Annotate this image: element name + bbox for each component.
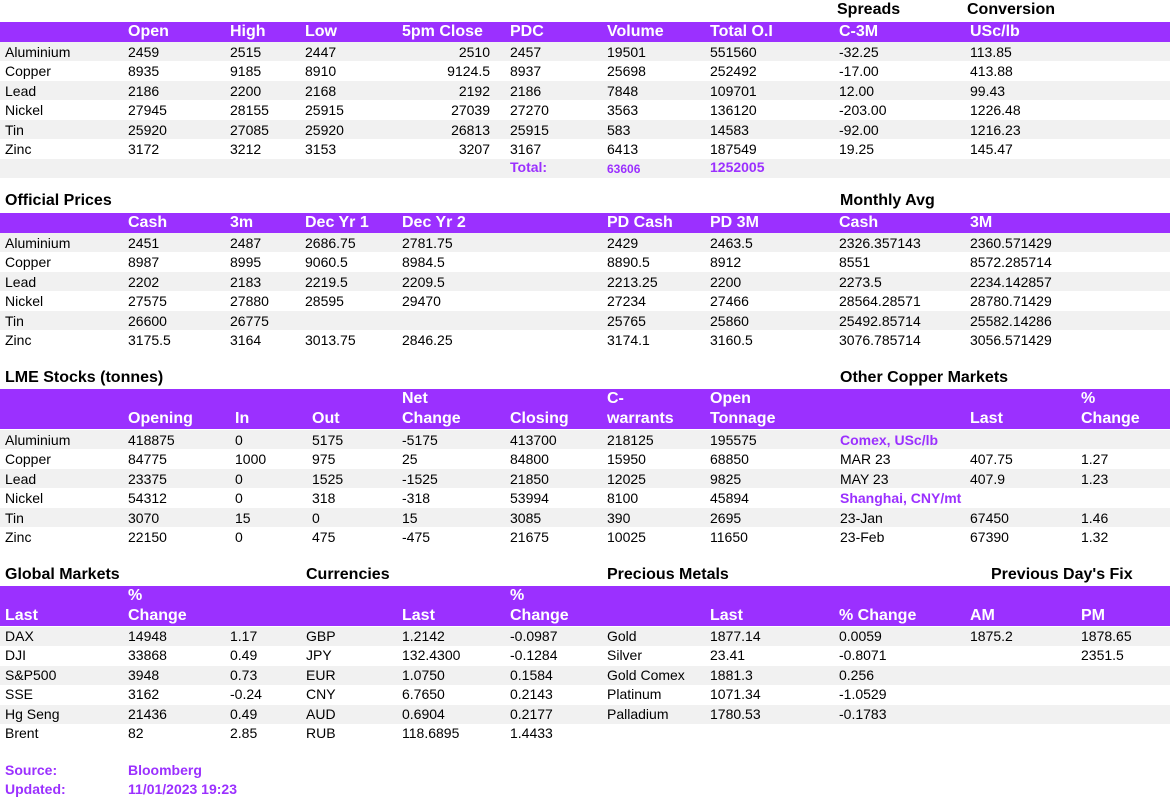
- summary-cell: 7848: [607, 82, 639, 99]
- summary-cell: 2447: [305, 44, 337, 60]
- updated-value: 11/01/2023 19:23: [128, 781, 237, 797]
- official-cell: 8912: [710, 254, 742, 271]
- row-stripe: [0, 705, 1170, 724]
- official-cell: 8995: [230, 254, 262, 271]
- source-value: Bloomberg: [128, 762, 202, 778]
- official-cell: 2273.5: [839, 273, 882, 290]
- stocks-col-header: Closing: [510, 410, 569, 427]
- summary-cell: 413.88: [970, 63, 1013, 80]
- summary-cell: 19501: [607, 44, 646, 60]
- stocks-cell: 975: [312, 451, 336, 468]
- stocks-cell: 218125: [607, 432, 654, 448]
- total-oi: 1252005: [710, 159, 765, 175]
- currency-last: 1.2142: [402, 628, 445, 644]
- index-name: Hg Seng: [5, 705, 60, 722]
- official-cell: 2213.25: [607, 273, 658, 290]
- stocks-cell: 0: [235, 470, 243, 487]
- metal-name: Aluminium: [5, 432, 71, 448]
- summary-cell: 2457: [510, 44, 542, 60]
- stocks-col-header: Last: [970, 410, 1003, 427]
- official-cell: 2202: [128, 273, 160, 290]
- official-cell: 2200: [710, 273, 742, 290]
- metal-change: -0.8071: [839, 647, 887, 664]
- conversion-group-header: Conversion: [967, 1, 1056, 18]
- summary-col-header: PDC: [510, 23, 544, 40]
- summary-cell: -17.00: [839, 63, 879, 80]
- stocks-cell: 0: [235, 432, 243, 448]
- stocks-col-header: Out: [312, 410, 340, 427]
- precious-metals-title: Precious Metals: [607, 566, 729, 583]
- stocks-cell: 413700: [510, 432, 557, 448]
- stocks-cell: 53994: [510, 490, 549, 507]
- metal-last: 1071.34: [710, 686, 761, 703]
- contract-last: 407.75: [970, 451, 1013, 468]
- official-cell: 2326.357143: [839, 235, 921, 251]
- index-change: 2.85: [230, 725, 258, 741]
- stocks-cell: 15: [402, 509, 418, 526]
- stocks-cell: 25: [402, 451, 418, 468]
- currency-change: 0.2177: [510, 705, 553, 722]
- currency-change: -0.1284: [510, 647, 558, 664]
- official-cell: 2219.5: [305, 273, 348, 290]
- stocks-cell: 475: [312, 529, 336, 545]
- official-col-header: Dec Yr 1: [305, 214, 369, 231]
- summary-cell: 136120: [710, 102, 757, 119]
- summary-cell: 2192: [458, 82, 490, 99]
- global-col-header: PM: [1081, 607, 1105, 624]
- stocks-cell: -475: [402, 529, 431, 545]
- stocks-cell: 2695: [710, 509, 742, 526]
- currency-code: AUD: [306, 705, 336, 722]
- global-col-header: Last: [710, 607, 743, 624]
- index-last: 3948: [128, 666, 160, 683]
- official-col-header: Cash: [128, 214, 168, 231]
- stocks-cell: 84775: [128, 451, 167, 468]
- summary-cell: 113.85: [970, 44, 1012, 60]
- official-col-header: Dec Yr 2: [402, 214, 466, 231]
- summary-col-header: Low: [305, 23, 337, 40]
- summary-cell: 25920: [305, 121, 344, 138]
- summary-cell: 9124.5: [447, 63, 490, 80]
- lme-stocks-title: LME Stocks (tonnes): [5, 369, 164, 386]
- official-cell: 3160.5: [710, 332, 753, 348]
- official-cell: 2451: [128, 235, 160, 251]
- currency-last: 132.4300: [402, 647, 461, 664]
- summary-cell: 3167: [510, 141, 542, 157]
- index-change: 0.49: [230, 647, 258, 664]
- index-last: 14948: [128, 628, 167, 644]
- contract-last: 67450: [970, 509, 1009, 526]
- updated-label: Updated:: [5, 781, 66, 797]
- official-cell: 26775: [230, 312, 269, 329]
- stocks-cell: 3085: [510, 509, 542, 526]
- stocks-cell: 1525: [312, 470, 344, 487]
- official-cell: 8984.5: [402, 254, 445, 271]
- stocks-cell: 11650: [710, 529, 748, 545]
- metal-name: Palladium: [607, 705, 669, 722]
- contract-label: 23-Jan: [840, 509, 883, 526]
- global-col-header: %: [128, 587, 143, 604]
- stocks-cell: 15: [235, 509, 251, 526]
- stocks-cell: 0: [312, 509, 320, 526]
- official-cell: 2686.75: [305, 235, 356, 251]
- contract-label: MAR 23: [840, 451, 891, 468]
- row-stripe: [0, 430, 1170, 449]
- fix-pm: 1878.65: [1081, 628, 1132, 644]
- contract-change: 1.32: [1081, 529, 1109, 545]
- metal-name: Nickel: [5, 490, 44, 507]
- summary-cell: 2459: [128, 44, 160, 60]
- stocks-cell: 84800: [510, 451, 549, 468]
- official-cell: 28780.71429: [970, 293, 1052, 310]
- stocks-cell: -318: [402, 490, 431, 507]
- metal-last: 1780.53: [710, 705, 761, 722]
- official-cell: 2429: [607, 235, 639, 251]
- metal-change: -1.0529: [839, 686, 887, 703]
- summary-cell: 8910: [305, 63, 337, 80]
- stocks-col-header: Tonnage: [710, 410, 776, 427]
- metal-change: -0.1783: [839, 705, 887, 722]
- currency-change: 0.2143: [510, 686, 553, 703]
- metal-name: Zinc: [5, 529, 32, 545]
- official-col-header: 3m: [230, 214, 254, 231]
- contract-change: 1.46: [1081, 509, 1109, 526]
- summary-cell: 99.43: [970, 82, 1006, 99]
- currency-code: EUR: [306, 666, 336, 683]
- index-last: 3162: [128, 686, 160, 703]
- stocks-col-header: C-: [607, 390, 624, 407]
- stocks-cell: 10025: [607, 529, 646, 545]
- official-cell: 2209.5: [402, 273, 445, 290]
- summary-cell: 3172: [128, 141, 160, 157]
- official-cell: 8890.5: [607, 254, 650, 271]
- summary-cell: 27945: [128, 102, 167, 119]
- stocks-cell: -5175: [402, 432, 438, 448]
- summary-cell: -32.25: [839, 44, 879, 60]
- stocks-cell: 195575: [710, 432, 757, 448]
- official-cell: 8572.285714: [970, 254, 1052, 271]
- contract-last: 407.9: [970, 470, 1006, 487]
- stocks-cell: 68850: [710, 451, 749, 468]
- summary-cell: -92.00: [839, 121, 879, 138]
- official-cell: 27575: [128, 293, 167, 310]
- metal-name: Copper: [5, 254, 51, 271]
- stocks-col-header: Change: [402, 410, 461, 427]
- stocks-col-header: Open: [710, 390, 751, 407]
- other-copper-title: Other Copper Markets: [840, 369, 1009, 386]
- official-col-header: Cash: [839, 214, 879, 231]
- metal-name: Lead: [5, 273, 37, 290]
- official-col-header: PD 3M: [710, 214, 759, 231]
- official-cell: 3175.5: [128, 332, 171, 348]
- contract-label: MAY 23: [840, 470, 889, 487]
- total-volume: 63606: [607, 162, 641, 176]
- summary-cell: 14583: [710, 121, 749, 138]
- summary-cell: 25915: [510, 121, 549, 138]
- global-markets-title: Global Markets: [5, 566, 120, 583]
- stocks-cell: 3070: [128, 509, 160, 526]
- summary-cell: 12.00: [839, 82, 875, 99]
- stocks-col-header: Opening: [128, 410, 193, 427]
- index-last: 33868: [128, 647, 167, 664]
- summary-cell: 2515: [230, 44, 262, 60]
- row-stripe: [0, 666, 1170, 685]
- metal-name: Lead: [5, 82, 37, 99]
- stocks-col-header: Change: [1081, 410, 1140, 427]
- summary-col-header: USc/lb: [970, 23, 1020, 40]
- summary-cell: 1226.48: [970, 102, 1021, 119]
- stocks-cell: -1525: [402, 470, 438, 487]
- metal-change: 0.256: [839, 666, 875, 683]
- official-col-header: 3M: [970, 214, 993, 231]
- metal-name: Tin: [5, 312, 24, 329]
- stocks-cell: 9825: [710, 470, 742, 487]
- summary-cell: 3212: [230, 141, 262, 157]
- stocks-cell: 45894: [710, 490, 749, 507]
- stocks-cell: 0: [235, 490, 243, 507]
- summary-cell: 8937: [510, 63, 542, 80]
- summary-cell: 19.25: [839, 141, 875, 157]
- metal-name: Zinc: [5, 141, 32, 157]
- market-heading: Comex, USc/lb: [840, 432, 939, 448]
- official-cell: 3164: [230, 332, 262, 348]
- currency-last: 118.6895: [402, 725, 460, 741]
- stocks-cell: 418875: [128, 432, 175, 448]
- currency-change: -0.0987: [510, 628, 558, 644]
- summary-col-header: C-3M: [839, 23, 879, 40]
- stocks-cell: 22150: [128, 529, 167, 545]
- stocks-cell: 390: [607, 509, 631, 526]
- official-cell: 3174.1: [607, 332, 650, 348]
- metal-name: Zinc: [5, 332, 32, 348]
- official-cell: 2463.5: [710, 235, 753, 251]
- summary-cell: 145.47: [970, 141, 1013, 157]
- summary-cell: 6413: [607, 141, 639, 157]
- source-label: Source:: [5, 762, 58, 778]
- index-last: 21436: [128, 705, 167, 722]
- summary-cell: 551560: [710, 44, 757, 60]
- official-cell: 25860: [710, 312, 749, 329]
- global-col-header: % Change: [839, 607, 917, 624]
- metal-last: 1881.3: [710, 666, 753, 683]
- stocks-cell: 5175: [312, 432, 344, 448]
- official-header-bar: [0, 213, 1170, 233]
- index-change: -0.24: [230, 686, 262, 703]
- summary-cell: 27085: [230, 121, 269, 138]
- official-cell: 2781.75: [402, 235, 453, 251]
- metal-name: Gold Comex: [607, 666, 685, 683]
- metal-name: Nickel: [5, 102, 44, 119]
- summary-cell: 2186: [128, 82, 160, 99]
- fix-pm: 2351.5: [1081, 647, 1124, 664]
- official-cell: 28595: [305, 293, 344, 310]
- fix-am: 1875.2: [970, 628, 1013, 644]
- index-last: 82: [128, 725, 144, 741]
- summary-cell: 25698: [607, 63, 646, 80]
- currency-code: GBP: [306, 628, 336, 644]
- currency-change: 0.1584: [510, 666, 553, 683]
- currency-last: 1.0750: [402, 666, 445, 683]
- stocks-col-header: Net: [402, 390, 428, 407]
- official-cell: 2487: [230, 235, 262, 251]
- summary-cell: 2168: [305, 82, 337, 99]
- row-stripe: [0, 159, 1170, 178]
- official-cell: 29470: [402, 293, 441, 310]
- index-name: DAX: [5, 628, 34, 644]
- stocks-cell: 23375: [128, 470, 167, 487]
- summary-cell: 25915: [305, 102, 344, 119]
- official-prices-title: Official Prices: [5, 192, 112, 209]
- official-cell: 26600: [128, 312, 167, 329]
- official-cell: 27466: [710, 293, 749, 310]
- official-cell: 8987: [128, 254, 160, 271]
- official-cell: 2234.142857: [970, 273, 1052, 290]
- summary-cell: 27270: [510, 102, 549, 119]
- summary-cell: 3563: [607, 102, 639, 119]
- global-col-header: Last: [402, 607, 435, 624]
- metal-name: Aluminium: [5, 44, 71, 60]
- metal-change: 0.0059: [839, 628, 882, 644]
- summary-cell: 3153: [305, 141, 337, 157]
- index-change: 0.73: [230, 666, 258, 683]
- official-cell: 25582.14286: [970, 312, 1052, 329]
- metal-name: Lead: [5, 470, 37, 487]
- stocks-cell: 0: [235, 529, 243, 545]
- official-cell: 3013.75: [305, 332, 356, 348]
- official-cell: 25765: [607, 312, 646, 329]
- currency-last: 6.7650: [402, 686, 445, 703]
- summary-cell: 2200: [230, 82, 262, 99]
- summary-cell: 2186: [510, 82, 542, 99]
- currency-code: RUB: [306, 725, 336, 741]
- summary-cell: -203.00: [839, 102, 887, 119]
- summary-col-header: Volume: [607, 23, 664, 40]
- summary-cell: 583: [607, 121, 631, 138]
- global-col-header: Change: [510, 607, 569, 624]
- metal-name: Silver: [607, 647, 643, 664]
- stocks-col-header: %: [1081, 390, 1096, 407]
- global-col-header: Last: [5, 607, 38, 624]
- official-cell: 8551: [839, 254, 871, 271]
- summary-cell: 27039: [451, 102, 490, 119]
- currencies-title: Currencies: [306, 566, 390, 583]
- official-col-header: PD Cash: [607, 214, 673, 231]
- total-label: Total:: [510, 159, 548, 175]
- summary-cell: 3207: [458, 141, 490, 157]
- stocks-cell: 12025: [607, 470, 646, 487]
- summary-col-header: 5pm Close: [402, 23, 483, 40]
- contract-label: 23-Feb: [840, 529, 885, 545]
- summary-cell: 8935: [128, 63, 160, 80]
- previous-day-fix-title: Previous Day's Fix: [991, 566, 1133, 583]
- currency-change: 1.4433: [510, 725, 553, 741]
- official-cell: 28564.28571: [839, 293, 921, 310]
- contract-change: 1.23: [1081, 470, 1109, 487]
- metal-name: Copper: [5, 451, 51, 468]
- metal-name: Tin: [5, 121, 24, 138]
- summary-col-header: Open: [128, 23, 169, 40]
- metal-name: Platinum: [607, 686, 662, 703]
- summary-cell: 1216.23: [970, 121, 1021, 138]
- index-change: 1.17: [230, 628, 258, 644]
- official-cell: 9060.5: [305, 254, 348, 271]
- metal-name: Copper: [5, 63, 51, 80]
- market-heading: Shanghai, CNY/mt: [840, 490, 962, 507]
- metal-name: Tin: [5, 509, 24, 526]
- index-name: Brent: [5, 725, 39, 741]
- official-cell: 27234: [607, 293, 646, 310]
- official-cell: 27880: [230, 293, 269, 310]
- metal-name: Aluminium: [5, 235, 71, 251]
- official-cell: 2846.25: [402, 332, 453, 348]
- stocks-cell: 15950: [607, 451, 646, 468]
- official-cell: 2183: [230, 273, 262, 290]
- summary-cell: 26813: [451, 121, 490, 138]
- stocks-cell: 318: [312, 490, 336, 507]
- global-col-header: Change: [128, 607, 187, 624]
- stocks-cell: 21850: [510, 470, 549, 487]
- stocks-col-header: warrants: [607, 410, 674, 427]
- summary-cell: 28155: [230, 102, 269, 119]
- index-change: 0.49: [230, 705, 258, 722]
- summary-cell: 9185: [230, 63, 262, 80]
- global-col-header: AM: [970, 607, 995, 624]
- summary-cell: 2510: [458, 44, 490, 60]
- global-col-header: %: [510, 587, 525, 604]
- summary-cell: 25920: [128, 121, 167, 138]
- summary-cell: 252492: [710, 63, 757, 80]
- contract-change: 1.27: [1081, 451, 1109, 468]
- spreads-group-header: Spreads: [837, 1, 901, 18]
- official-cell: 25492.85714: [839, 312, 921, 329]
- contract-last: 67390: [970, 529, 1009, 545]
- summary-cell: 187549: [710, 141, 757, 157]
- metal-name: Nickel: [5, 293, 44, 310]
- official-cell: 2360.571429: [970, 235, 1052, 251]
- index-name: SSE: [5, 686, 34, 703]
- stocks-col-header: In: [235, 410, 250, 427]
- index-name: DJI: [5, 647, 26, 664]
- stocks-cell: 54312: [128, 490, 167, 507]
- summary-cell: 109701: [710, 82, 757, 99]
- stocks-cell: 21675: [510, 529, 549, 545]
- summary-col-header: Total O.I: [710, 23, 773, 40]
- stocks-cell: 1000: [235, 451, 267, 468]
- metal-last: 1877.14: [710, 628, 761, 644]
- summary-col-header: High: [230, 23, 266, 40]
- metal-last: 23.41: [710, 647, 746, 664]
- stocks-cell: 8100: [607, 490, 639, 507]
- currency-last: 0.6904: [402, 705, 445, 722]
- currency-code: JPY: [306, 647, 332, 664]
- official-cell: 3056.571429: [970, 332, 1052, 348]
- monthly-avg-title: Monthly Avg: [840, 192, 935, 209]
- metal-name: Gold: [607, 628, 637, 644]
- index-name: S&P500: [5, 666, 57, 683]
- currency-code: CNY: [306, 686, 336, 703]
- official-cell: 3076.785714: [839, 332, 921, 348]
